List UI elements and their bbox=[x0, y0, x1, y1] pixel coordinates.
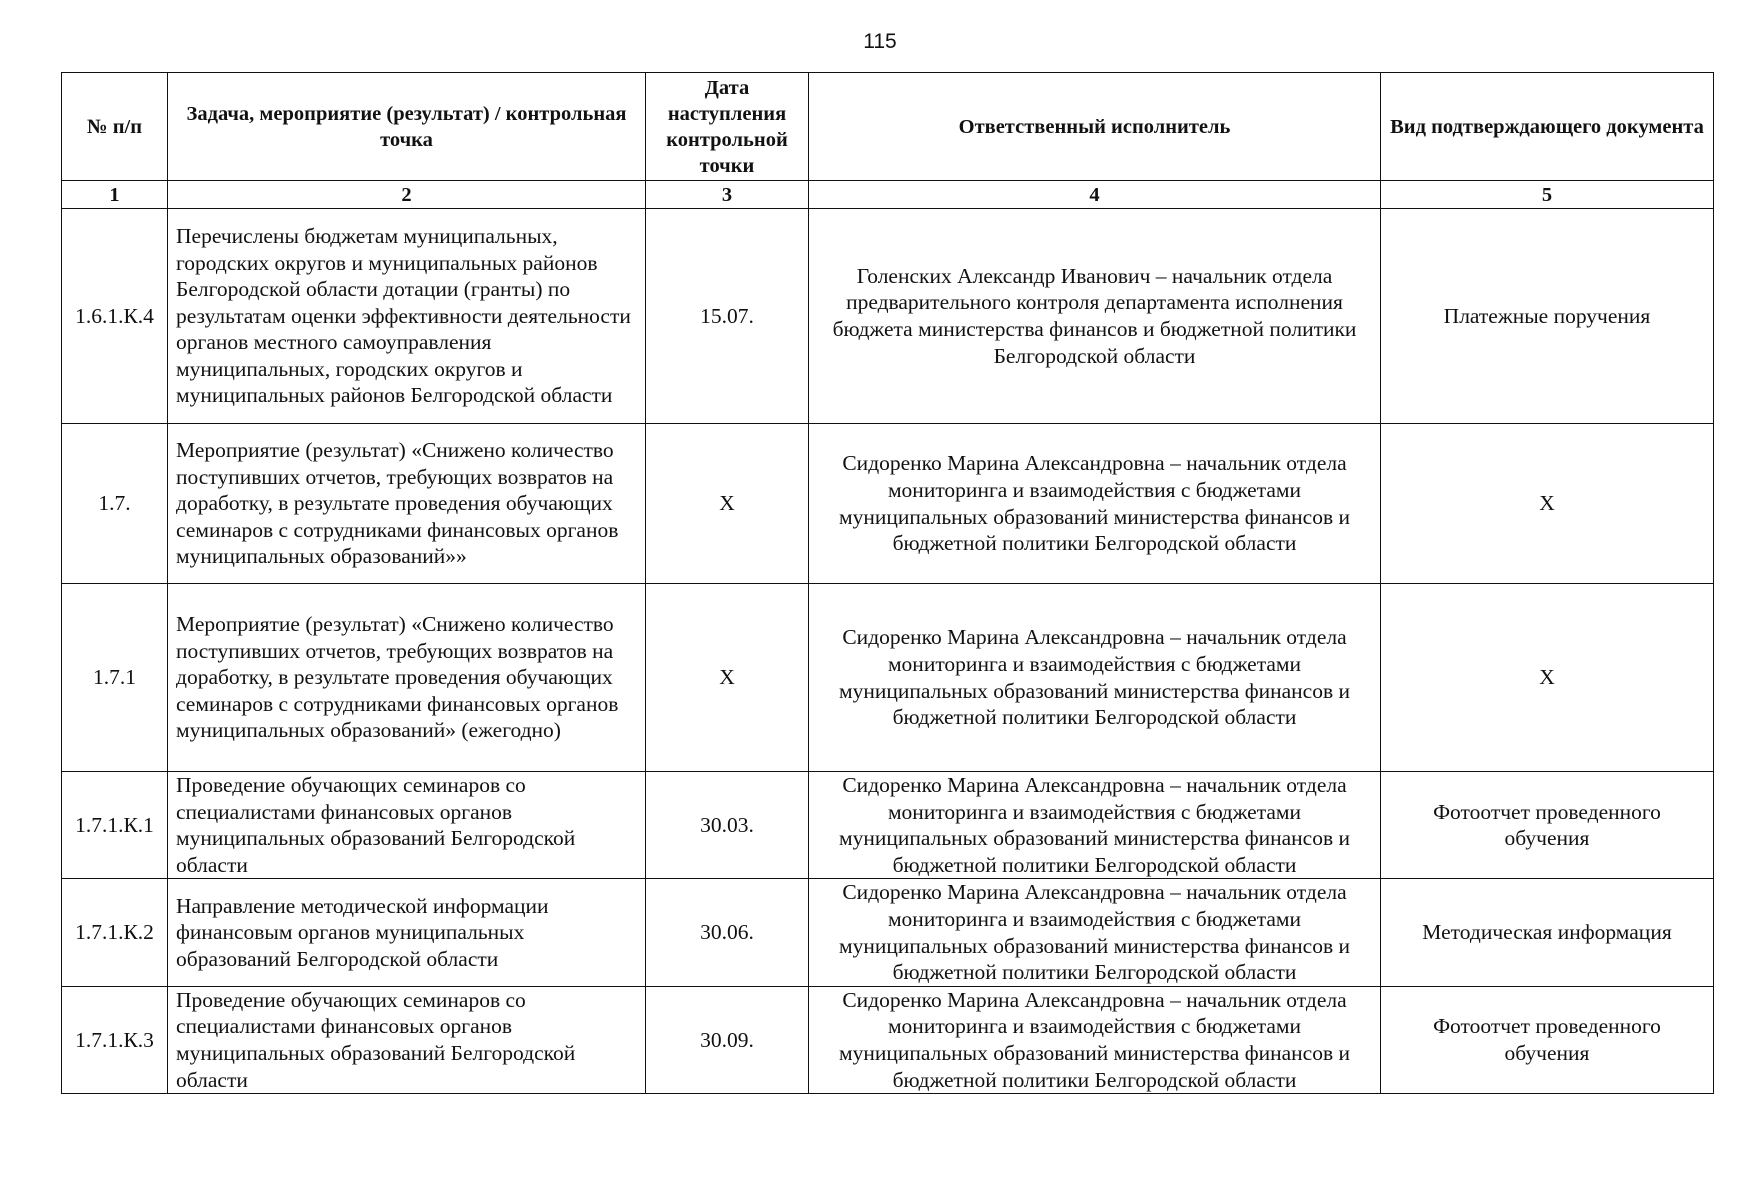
table-row bbox=[62, 986, 1714, 1093]
row-date: Х bbox=[646, 424, 809, 584]
row-task: Мероприятие (результат) «Снижено количество поступивших отчетов, требующих возвратов на доработку, в результате проведения обучающих семинаров с сотрудниками финансовых органов муниципальных образований»» bbox=[168, 424, 646, 584]
column-number: 3 bbox=[646, 181, 809, 209]
table-row bbox=[62, 424, 1714, 584]
row-number: 1.7.1.К.2 bbox=[62, 879, 168, 986]
row-document: Методическая информация bbox=[1381, 879, 1714, 986]
header-number: № п/п bbox=[62, 73, 168, 181]
row-task: Перечислены бюджетам муниципальных, городских округов и муниципальных районов Белгородской области дотации (гранты) по результатам оценки эффективности деятельности органов местного самоуправления муниципальных, городских округов и муниципальных районов Белгородской области bbox=[168, 209, 646, 424]
row-number: 1.7.1.К.3 bbox=[62, 986, 168, 1093]
column-number: 4 bbox=[809, 181, 1381, 209]
header-task: Задача, мероприятие (результат) / контрольная точка bbox=[168, 73, 646, 181]
header-responsible: Ответственный исполнитель bbox=[809, 73, 1381, 181]
header-date: Дата наступления контрольной точки bbox=[646, 73, 809, 181]
row-task: Направление методической информации финансовым органов муниципальных образований Белгородской области bbox=[168, 879, 646, 986]
column-number: 1 bbox=[62, 181, 168, 209]
column-number: 2 bbox=[168, 181, 646, 209]
row-responsible: Голенских Александр Иванович – начальник отдела предварительного контроля департамента исполнения бюджета министерства финансов и бюджетной политики Белгородской области bbox=[809, 209, 1381, 424]
page-number: 115 bbox=[863, 30, 897, 53]
row-document: Х bbox=[1381, 584, 1714, 772]
row-document: Платежные поручения bbox=[1381, 209, 1714, 424]
column-number-row bbox=[62, 181, 1714, 209]
table-row bbox=[62, 772, 1714, 879]
row-task: Проведение обучающих семинаров со специалистами финансовых органов муниципальных образований Белгородской области bbox=[168, 986, 646, 1093]
column-number: 5 bbox=[1381, 181, 1714, 209]
row-number: 1.6.1.К.4 bbox=[62, 209, 168, 424]
table-row bbox=[62, 584, 1714, 772]
row-task: Проведение обучающих семинаров со специалистами финансовых органов муниципальных образований Белгородской области bbox=[168, 772, 646, 879]
row-responsible: Сидоренко Марина Александровна – начальник отдела мониторинга и взаимодействия с бюджетами муниципальных образований министерства финансов и бюджетной политики Белгородской области bbox=[809, 584, 1381, 772]
row-responsible: Сидоренко Марина Александровна – начальник отдела мониторинга и взаимодействия с бюджетами муниципальных образований министерства финансов и бюджетной политики Белгородской области bbox=[809, 879, 1381, 986]
header-document: Вид подтверждающего документа bbox=[1381, 73, 1714, 181]
row-number: 1.7. bbox=[62, 424, 168, 584]
row-date: 30.09. bbox=[646, 986, 809, 1093]
row-number: 1.7.1.К.1 bbox=[62, 772, 168, 879]
row-number: 1.7.1 bbox=[62, 584, 168, 772]
row-responsible: Сидоренко Марина Александровна – начальник отдела мониторинга и взаимодействия с бюджетами муниципальных образований министерства финансов и бюджетной политики Белгородской области bbox=[809, 772, 1381, 879]
row-document: Фотоотчет проведенного обучения bbox=[1381, 986, 1714, 1093]
table-row bbox=[62, 209, 1714, 424]
table-row bbox=[62, 879, 1714, 986]
row-document: Фотоотчет проведенного обучения bbox=[1381, 772, 1714, 879]
row-responsible: Сидоренко Марина Александровна – начальник отдела мониторинга и взаимодействия с бюджетами муниципальных образований министерства финансов и бюджетной политики Белгородской области bbox=[809, 986, 1381, 1093]
control-points-table bbox=[61, 72, 1714, 1094]
row-document: Х bbox=[1381, 424, 1714, 584]
table-header-row bbox=[62, 73, 1714, 181]
row-task: Мероприятие (результат) «Снижено количество поступивших отчетов, требующих возвратов на доработку, в результате проведения обучающих семинаров с сотрудниками финансовых органов муниципальных образований» (ежегодно) bbox=[168, 584, 646, 772]
row-date: 30.06. bbox=[646, 879, 809, 986]
row-date: 30.03. bbox=[646, 772, 809, 879]
row-date: 15.07. bbox=[646, 209, 809, 424]
row-responsible: Сидоренко Марина Александровна – начальник отдела мониторинга и взаимодействия с бюджетами муниципальных образований министерства финансов и бюджетной политики Белгородской области bbox=[809, 424, 1381, 584]
row-date: Х bbox=[646, 584, 809, 772]
